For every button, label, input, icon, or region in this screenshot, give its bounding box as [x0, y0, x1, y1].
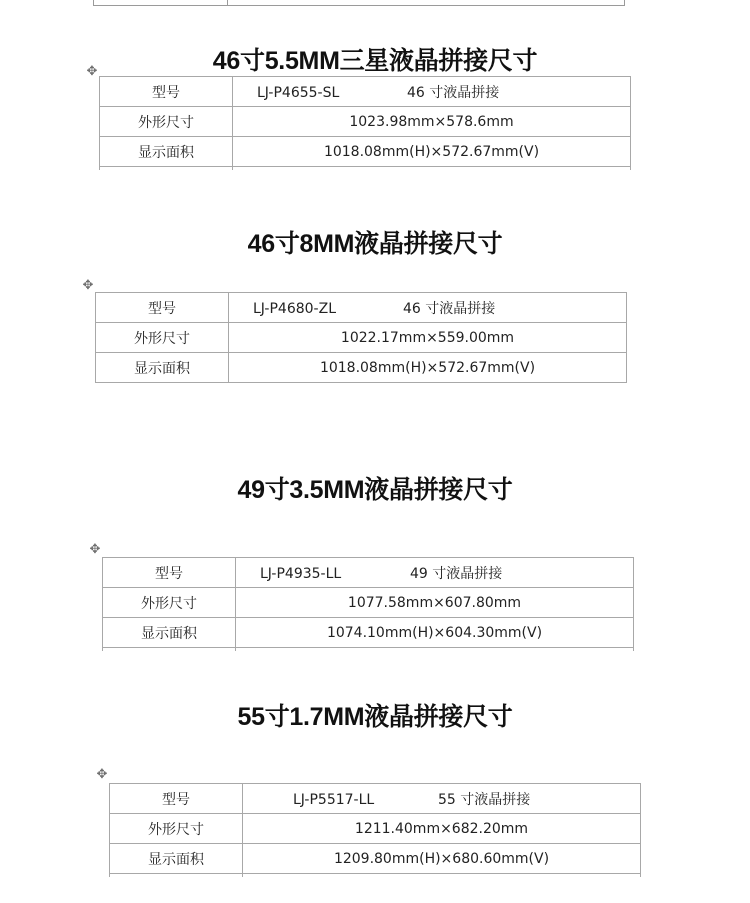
display-label: 显示面积 — [100, 137, 233, 167]
previous-table-fragment — [93, 0, 625, 6]
table-row — [100, 77, 631, 107]
display-value: 1074.10mm(H)×604.30mm(V) — [236, 618, 634, 648]
table-row — [96, 293, 627, 323]
size-label: 49 寸液晶拼接 — [410, 565, 503, 582]
display-value: 1018.08mm(H)×572.67mm(V) — [229, 353, 627, 383]
section-title: 49寸3.5MM液晶拼接尺寸 — [237, 476, 513, 504]
table-row — [103, 558, 634, 588]
model-value — [236, 558, 634, 588]
table-row — [103, 588, 634, 618]
table-move-handle-icon[interactable]: ✥ — [82, 278, 94, 293]
display-label: 显示面积 — [103, 618, 236, 648]
display-value: 1018.08mm(H)×572.67mm(V) — [233, 137, 631, 167]
model-code: LJ-P4935-LL — [260, 565, 342, 582]
model-label: 型号 — [100, 77, 233, 107]
section-title: 46寸8MM液晶拼接尺寸 — [247, 230, 503, 258]
outline-label: 外形尺寸 — [103, 588, 236, 618]
table-row — [103, 618, 634, 648]
model-value — [229, 293, 627, 323]
table-move-handle-icon[interactable]: ✥ — [89, 542, 101, 557]
spec-table — [102, 557, 634, 651]
table-row — [110, 784, 641, 814]
model-code: LJ-P4655-SL — [257, 84, 340, 101]
model-label: 型号 — [110, 784, 243, 814]
outline-value: 1022.17mm×559.00mm — [229, 323, 627, 353]
section-title: 55寸1.7MM液晶拼接尺寸 — [237, 703, 513, 731]
model-label: 型号 — [96, 293, 229, 323]
spec-table — [109, 783, 641, 877]
table-row — [100, 107, 631, 137]
table-row — [110, 844, 641, 874]
size-label: 46 寸液晶拼接 — [403, 300, 496, 317]
model-code: LJ-P5517-LL — [293, 791, 375, 808]
model-value — [233, 77, 631, 107]
size-label: 55 寸液晶拼接 — [438, 791, 531, 808]
table-move-handle-icon[interactable]: ✥ — [86, 64, 98, 79]
table-row — [96, 323, 627, 353]
outline-label: 外形尺寸 — [110, 814, 243, 844]
table-row — [100, 137, 631, 167]
outline-label: 外形尺寸 — [100, 107, 233, 137]
outline-label: 外形尺寸 — [96, 323, 229, 353]
display-label: 显示面积 — [110, 844, 243, 874]
model-label: 型号 — [103, 558, 236, 588]
spec-table — [95, 292, 627, 383]
table-move-handle-icon[interactable]: ✥ — [96, 767, 108, 782]
display-value: 1209.80mm(H)×680.60mm(V) — [243, 844, 641, 874]
size-label: 46 寸液晶拼接 — [407, 84, 500, 101]
outline-value: 1077.58mm×607.80mm — [236, 588, 634, 618]
table-row — [110, 814, 641, 844]
spec-table — [99, 76, 631, 170]
outline-value: 1211.40mm×682.20mm — [243, 814, 641, 844]
display-label: 显示面积 — [96, 353, 229, 383]
model-code: LJ-P4680-ZL — [253, 300, 336, 317]
section-title: 46寸5.5MM三星液晶拼接尺寸 — [212, 47, 538, 75]
table-row — [96, 353, 627, 383]
outline-value: 1023.98mm×578.6mm — [233, 107, 631, 137]
model-value — [243, 784, 641, 814]
